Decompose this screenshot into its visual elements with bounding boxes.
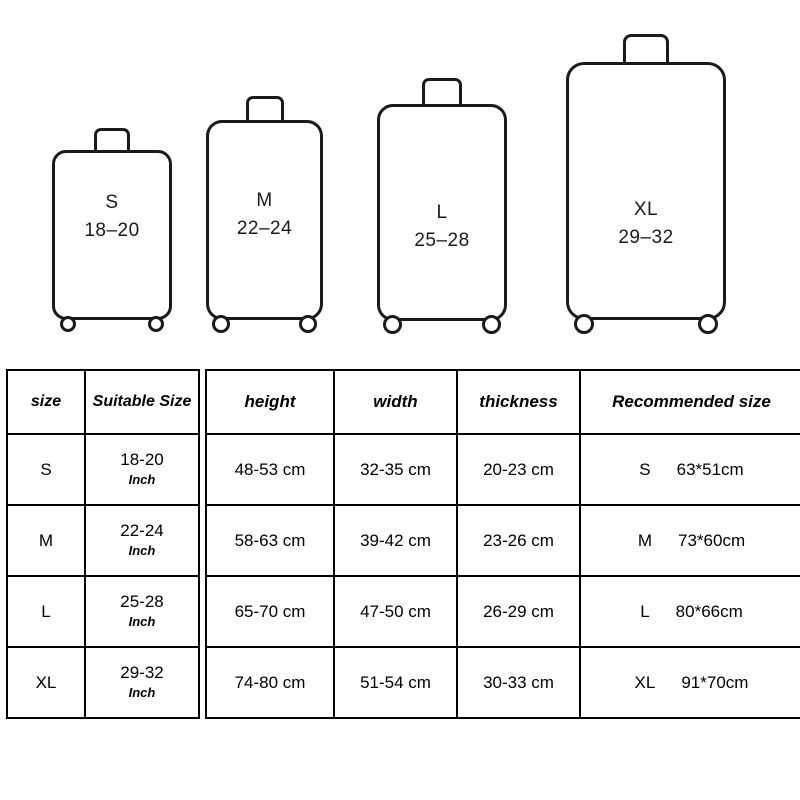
suitcase-wheel-icon (60, 316, 76, 332)
cell-width: 32-35 cm (334, 434, 457, 505)
table-row (7, 576, 199, 647)
cell-size: M (7, 505, 85, 576)
cell-recommended (580, 576, 800, 647)
cell-height: 58-63 cm (206, 505, 334, 576)
header-suitable-size: Suitable Size (85, 370, 199, 434)
medium-case (206, 120, 323, 320)
suitcase-wheel-icon (383, 315, 402, 334)
table-row (206, 434, 800, 505)
recommended-size-letter: L (640, 601, 650, 621)
table-row (7, 505, 199, 576)
inch-unit: Inch (128, 614, 156, 629)
cell-size: XL (7, 647, 85, 718)
recommended-size-value: 73*60cm (678, 530, 746, 550)
case-labels (377, 200, 507, 256)
table-row (206, 576, 800, 647)
inch-unit: Inch (128, 543, 156, 558)
extra-large-case (566, 62, 726, 320)
cell-height: 48-53 cm (206, 434, 334, 505)
case-labels (52, 190, 172, 246)
suitcase-wheel-icon (574, 314, 594, 334)
recommended-size-letter: XL (634, 672, 656, 692)
case-range-label: 29–32 (618, 227, 674, 248)
cell-thickness: 23-26 cm (457, 505, 580, 576)
recommended-size-letter: S (639, 459, 651, 479)
luggage-size-illustrations (0, 0, 800, 355)
case-labels (206, 188, 323, 244)
size-suitability-table (6, 369, 200, 719)
cell-recommended (580, 434, 800, 505)
case-range-label: 18–20 (84, 220, 140, 241)
suitcase-body-icon (566, 62, 726, 320)
recommended-size-letter: M (637, 530, 653, 550)
header-height: height (206, 370, 334, 434)
suitcase-wheel-icon (482, 315, 501, 334)
header-thickness: thickness (457, 370, 580, 434)
case-size-label: L (436, 202, 448, 223)
cell-size: L (7, 576, 85, 647)
inch-unit: Inch (128, 472, 156, 487)
inch-range: 18-20 (120, 450, 164, 469)
header-size: size (7, 370, 85, 434)
suitcase-handle-icon (623, 34, 669, 64)
dimensions-table (205, 369, 800, 719)
case-size-label: S (105, 192, 119, 213)
cell-recommended (580, 505, 800, 576)
suitcase-wheel-icon (299, 315, 317, 333)
table-header-row (7, 370, 199, 434)
cell-width: 39-42 cm (334, 505, 457, 576)
inch-unit: Inch (128, 685, 156, 700)
small-case (52, 150, 172, 320)
suitcase-handle-icon (246, 96, 284, 122)
large-case (377, 104, 507, 321)
cell-height: 74-80 cm (206, 647, 334, 718)
suitcase-handle-icon (422, 78, 462, 106)
case-labels (566, 197, 726, 253)
cell-height: 65-70 cm (206, 576, 334, 647)
cell-size: S (7, 434, 85, 505)
case-size-label: XL (633, 199, 659, 220)
suitcase-wheel-icon (148, 316, 164, 332)
inch-range: 22-24 (120, 521, 164, 540)
inch-range: 29-32 (120, 663, 164, 682)
cell-thickness: 30-33 cm (457, 647, 580, 718)
suitcase-wheel-icon (212, 315, 230, 333)
cell-thickness: 20-23 cm (457, 434, 580, 505)
header-recommended-size: Recommended size (580, 370, 800, 434)
table-row (206, 647, 800, 718)
suitcase-handle-icon (94, 128, 130, 152)
table-row (206, 505, 800, 576)
table-row (7, 434, 199, 505)
cell-suitable-size (85, 434, 199, 505)
cell-suitable-size (85, 576, 199, 647)
cell-width: 47-50 cm (334, 576, 457, 647)
case-size-label: M (256, 190, 273, 211)
inch-range: 25-28 (120, 592, 164, 611)
cell-width: 51-54 cm (334, 647, 457, 718)
cell-thickness: 26-29 cm (457, 576, 580, 647)
table-header-row (206, 370, 800, 434)
recommended-size-value: 63*51cm (676, 459, 744, 479)
cell-suitable-size (85, 505, 199, 576)
case-range-label: 22–24 (236, 218, 293, 239)
suitcase-wheel-icon (698, 314, 718, 334)
cell-suitable-size (85, 647, 199, 718)
cell-recommended (580, 647, 800, 718)
header-width: width (334, 370, 457, 434)
recommended-size-value: 91*70cm (681, 672, 749, 692)
case-range-label: 25–28 (414, 230, 470, 251)
table-row (7, 647, 199, 718)
recommended-size-value: 80*66cm (675, 601, 743, 621)
